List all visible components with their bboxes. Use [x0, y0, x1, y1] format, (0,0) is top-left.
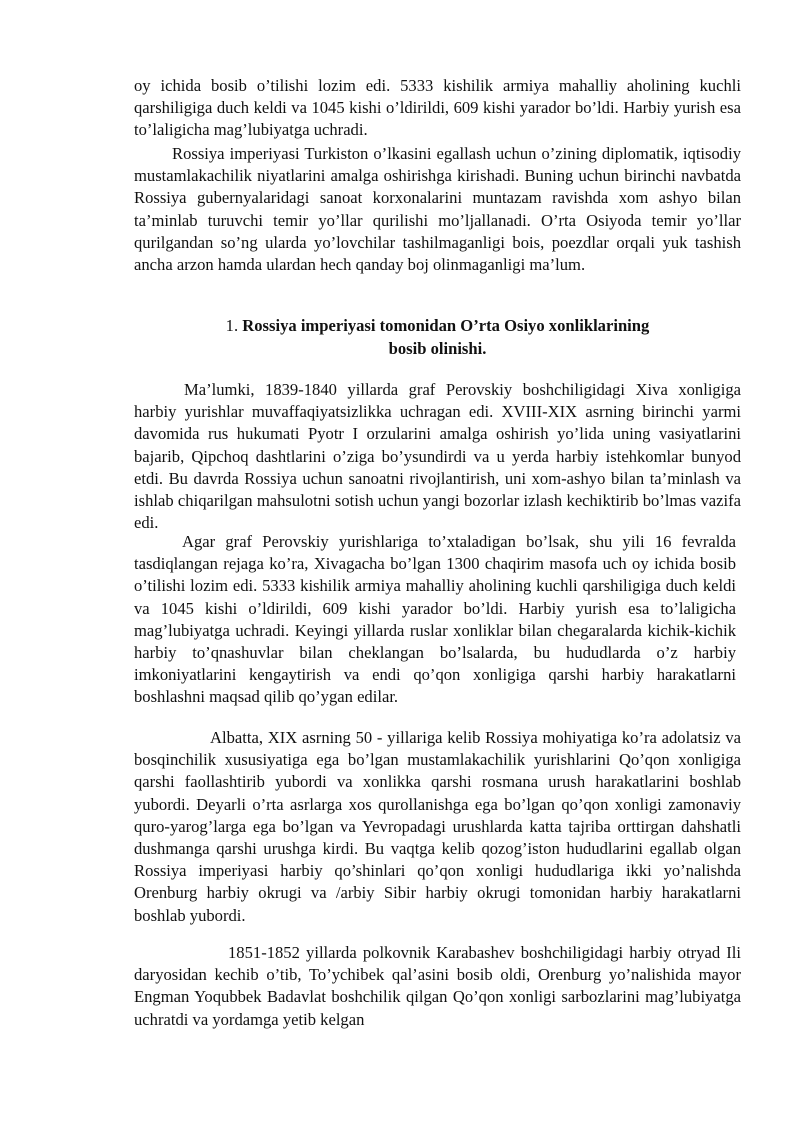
paragraph-3: Ma’lumki, 1839-1840 yillarda graf Perovskiy boshchiligidagi Xiva xonligiga harbiy yurishlar muvaffaqiyatsizlikka uchragan edi. XVIII-XIX asrning birinchi yarmi davomida rus hukumati Pyotr I orzularini amalga oshirish yo’lida uning vasiyatlarini bajarib, Qipchoq dashtlarini o’ziga bo’ysundirdi va u yerda harbiy istehkomlar bunyod etdi. Bu davrda Rossiya uchun sanoatni rivojlantirish, uni xom-ashyo bilan ta’minlash va ishlab chiqarilgan mahsulotni sotish uchun yangi bozorlar izlash kechiktirib bo’lmas vazifa edi.	[134, 380, 741, 533]
paragraph-4: Agar graf Perovskiy yurishlariga to’xtaladigan bo’lsak, shu yili 16 fevralda tasdiqlangan rejaga ko’ra, Xivagacha bo’lgan 1300 chaqirim masofa uch oy ichida bosib o’tilishi lozim edi. 5333 kishilik armiya mahalliy aholining kuchli qarshiligiga duch keldi va 1045 kishi o’ldirildi, 609 kishi yarador bo’ldi. Harbiy yurish esa to’laligicha mag’lubiyatga uchradi. Keyingi yillarda ruslar xonliklar bilan chegaralarda kichik-kichik harbiy to’qnashuvlar bilan cheklangan bo’lsalarda, bu hududlarda o’z harbiy imkoniyatlarini kengaytirish va endi qo’qon xonligiga qarshi harbiy harakatlarni boshlashni maqsad qilib qo’ygan edilar.	[134, 532, 736, 707]
section-heading-line-2: bosib olinishi.	[388, 338, 487, 358]
section-heading	[134, 315, 741, 360]
section-heading-line-1: Rossiya imperiyasi tomonidan O’rta Osiyo xonliklarining	[242, 316, 650, 335]
paragraph-5: Albatta, XIX asrning 50 - yillariga kelib Rossiya mohiyatiga ko’ra adolatsiz va bosqinchilik xususiyatiga ega bo’lgan mustamlakachilik yurishlarini Qo’qon xonligiga qarshi faollashtirib yubordi va xonlikka qarshi rosmana urush harakatlarini boshlab yubordi. Deyarli o’rta asrlarga xos qurollanishga ega bo’lgan qo’qon xonligi zamonaviy quro-yarog’larga ega bo’lgan va Yevropadagi urushlarda katta tajriba orttirgan dahshatli dushmanga qarshi urushga kirdi. Bu vaqtga kelib qozog’iston hududlarini egallab olgan Rossiya imperiyasi harbiy qo’shinlari qo’qon xonligi hududlariga ikki yo’nalishda Orenburg harbiy okrugi va /arbiy Sibir harbiy okrugi tomonidan harbiy harakatlarni boshlab yubordi.	[134, 728, 741, 925]
section-heading-number: 1.	[225, 316, 239, 335]
paragraph-2: Rossiya imperiyasi Turkiston o’lkasini egallash uchun o’zining diplomatik, iqtisodiy mustamlakachilik niyatlarini amalga oshirishga kirishadi. Buning uchun birinchi navbatda Rossiya gubernyalaridagi sanoat korxonalarini muntazam ravishda xom ashyo bilan ta’minlab turuvchi temir yo’llar qurilishi mo’ljallanadi. O’rta Osiyoda temir yo’llar qurilgandan so’ng ularda yo’lovchilar tashilmaganligi bois, poezdlar orqali yuk tashish ancha arzon hamda ulardan hech qanday boj olinmaganligi ma’lum.	[134, 144, 741, 275]
paragraph-6: 1851-1852 yillarda polkovnik Karabashev boshchiligidagi harbiy otryad Ili daryosidan kechib o’tib, To’ychibek qal’asini bosib oldi, Orenburg yo’nalishida mayor Engman Yoqubbek Badavlat boshchilik qilgan Qo’qon xonligi sarbozlarini mag’lubiyatga uchratdi va yordamga yetib kelgan	[134, 943, 741, 1029]
paragraph-1: oy ichida bosib o’tilishi lozim edi. 5333 kishilik armiya mahalliy aholining kuchli qarshiligiga duch keldi va 1045 kishi o’ldirildi, 609 kishi yarador bo’ldi. Harbiy yurish esa to’laligicha mag’lubiyatga uchradi.	[134, 76, 741, 140]
